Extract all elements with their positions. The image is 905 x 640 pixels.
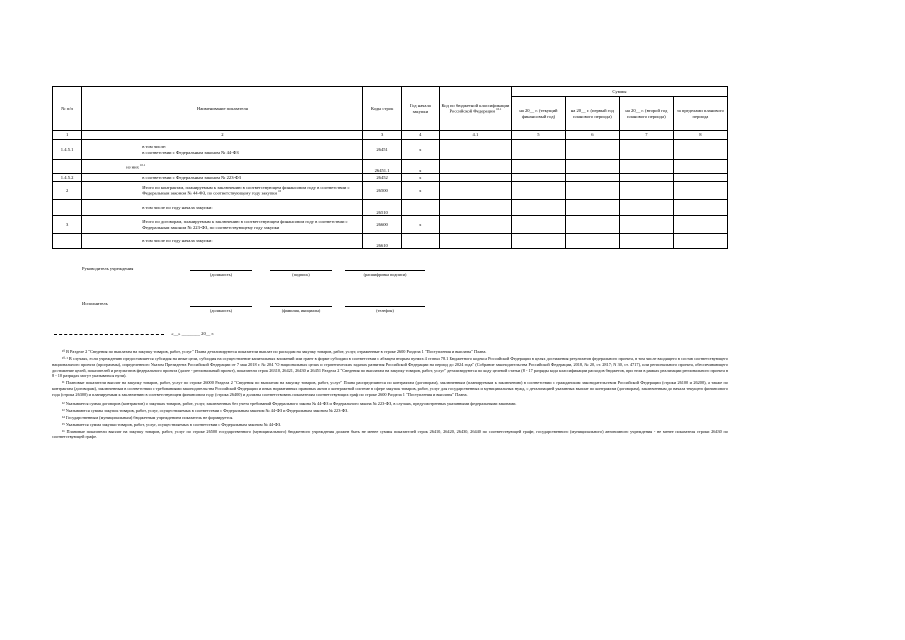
colnum-1: 1 bbox=[53, 131, 82, 140]
executor-name-line bbox=[270, 306, 332, 307]
table-row bbox=[53, 140, 728, 160]
footnote-11: ¹¹ Плановые показатели выплат на закупку товаров, работ, услуг по строке 26000 Раздела 2 "Сведения по выплатам на закупку товаров, работ, услуг" Плана распределяются по контрактам (договорам), заключенным (планируемым к заключению) в соответствии с гражданским законодательством Российской Федерации (строки 26100 и 26200), а также по контрактам (договорам), заключенным в соответствии с требованиями законодательства Российской Федерации и иных нормативных правовых актов о контрактной системе в сфере закупок товаров, работ, услуг для государственных и муниципальных нужд, с детализацией указанных выплат по контрактам (договорам), заключенным до начала текущего финансового года (строка 26300) и планируемым к заключению в соответствующем финансовом году (строка 26400) и должны соответствовать показателям соответствующих граф по строке 2600 Раздела 1 "Поступления и выплаты" Плана. bbox=[52, 380, 728, 397]
footnote-13: ¹³ Указываются суммы закупок товаров, работ, услуг, осуществляемых в соответствии с Федеральным законом № 44-ФЗ и Федеральным законом № 223-ФЗ. bbox=[62, 407, 349, 413]
head-caption-name: (расшифровка подписи) bbox=[363, 272, 407, 277]
table-row bbox=[53, 234, 728, 249]
row-num: 2 bbox=[53, 182, 82, 200]
table-row bbox=[53, 160, 728, 174]
row-name: в соответствии с Федеральным законом № 223-ФЗ bbox=[82, 174, 363, 182]
head-caption-signature: (подпись) bbox=[292, 272, 310, 277]
footnote-16: ¹⁶ Плановые показатели выплат на закупку товаров, работ, услуг по строке 26500 государственного (муниципального) бюджетного учреждения должен быть не менее суммы показателей строк 26410, 26420, 26430, 26440 по соответствующей графе, государственного (муниципального) автономного учреждения - не менее показателя строки 26430 по соответствующей графе. bbox=[52, 428, 728, 440]
executor-label: Исполнитель bbox=[82, 301, 108, 306]
date-line: «__» ________ 20__ г. bbox=[171, 331, 214, 336]
header-col7: на 20__ г. (второй год планового периода) bbox=[619, 97, 673, 131]
row-year: х bbox=[401, 140, 439, 160]
head-position-line bbox=[190, 270, 252, 271]
head-caption-position: (должность) bbox=[210, 272, 232, 277]
row-code: 26451.1 bbox=[363, 160, 401, 174]
row-code: 26510 bbox=[363, 200, 401, 216]
colnum-4-1: 4.1 bbox=[439, 131, 511, 140]
row-code: 26600 bbox=[363, 216, 401, 234]
row-year: х bbox=[401, 216, 439, 234]
row-num: 1.4.5.1 bbox=[53, 140, 82, 160]
colnum-8: 8 bbox=[673, 131, 727, 140]
footnotes bbox=[52, 349, 728, 441]
row-code: 26500 bbox=[363, 182, 401, 200]
colnum-4: 4 bbox=[401, 131, 439, 140]
executor-phone-line bbox=[345, 306, 425, 307]
header-code: Коды строк bbox=[363, 87, 401, 131]
payments-table bbox=[52, 86, 728, 249]
header-kbk-text: Код по бюджетной классификации Российской Федерации bbox=[441, 102, 510, 114]
header-name: Наименование показателя bbox=[82, 87, 363, 131]
colnum-5: 5 bbox=[511, 131, 565, 140]
row-name-main: в соответствии с Федеральным законом № 44-ФЗ bbox=[142, 149, 239, 155]
row-name: в том числе по году начала закупки: bbox=[82, 200, 363, 216]
table-row bbox=[53, 182, 728, 200]
row-name-prefix: в том числе: bbox=[142, 144, 167, 150]
executor-caption-phone: (телефон) bbox=[376, 308, 394, 313]
table-row bbox=[53, 216, 728, 234]
footnote-12: ¹² Указывается сумма договоров (контрактов) о закупках товаров, работ, услуг, заключенных без учета требований Федерального закона № 44-ФЗ и Федерального закона № 223-ФЗ, в случаях, предусмотренных указанными федеральными законами. bbox=[62, 400, 517, 406]
colnum-3: 3 bbox=[363, 131, 401, 140]
row-year: х bbox=[401, 182, 439, 200]
header-col6: на 20__ г. (первый год планового периода) bbox=[565, 97, 619, 131]
row-num: 3 bbox=[53, 216, 82, 234]
footnote-14: ¹⁴ Государственным (муниципальным) бюджетным учреждением показатель не формируется. bbox=[62, 414, 234, 420]
row-code: 26452 bbox=[363, 174, 401, 182]
row-code: 26451 bbox=[363, 140, 401, 160]
head-name-line bbox=[345, 270, 425, 271]
executor-caption-position: (должность) bbox=[210, 308, 232, 313]
row-name-sup: 10.1 bbox=[140, 162, 146, 167]
row-code: 26610 bbox=[363, 234, 401, 249]
colnum-6: 6 bbox=[565, 131, 619, 140]
header-sums: Суммы bbox=[511, 87, 727, 97]
header-col5: на 20__ г. (текущий финансовый год) bbox=[511, 97, 565, 131]
table-row bbox=[53, 174, 728, 182]
header-num: № п/п bbox=[53, 87, 82, 131]
row-name-text: из них bbox=[126, 164, 139, 170]
footnote-10: ¹⁰ В Разделе 2 "Сведения по выплатам на закупку товаров, работ, услуг" Плана детализируются показатели выплат по расходам на закупку товаров, работ, услуг, отраженные в строке 2600 Раздела 1 "Поступления и выплаты" Плана. bbox=[62, 349, 487, 354]
row-name bbox=[82, 182, 363, 200]
header-kbk bbox=[439, 87, 511, 131]
row-name bbox=[82, 140, 363, 160]
row-name-text: Итого по контрактам, планируемым к заключению в соответствующем финансовом году в соответствии с Федеральным законом № 44-ФЗ, по соответствующему году закупки bbox=[142, 184, 350, 196]
head-signature-line bbox=[270, 270, 332, 271]
footnote-10-1: ¹⁰·¹ В случаях, если учреждению предоставляется субсидия на иные цели, субсидия на осуществление капитальных вложений или грант в форме субсидии в соответствии с абзацем вторым пункта 4 статьи 78.1 Бюджетного кодекса Российской Федерации в целях достижения результатов федерального проекта, в том числе входящего в состав соответствующего национального проекта (программы), определенного Указом Президента Российской Федерации от 7 мая 2018 г. № 204 "О национальных целях и стратегических задачах развития Российской Федерации на период до 2024 года" (Собрание законодательства Российской Федерации, 2018, № 20, ст. 2817; N 30, ст. 4717), или регионального проекта, обеспечивающего достижение целей, показателей и результатов федерального проекта (далее - региональный проект), показатели строк 26310, 26421, 26430 и 26451 Раздела 2 "Сведения по выплатам на закупку товаров, работ, услуг" детализируются по коду целевой статьи (8 - 17 разряды кода классификации расходов бюджетов, при этом в рамках реализации регионального проекта в 8 - 10 разрядах могут указываться нули). bbox=[52, 355, 728, 379]
header-col8: за пределами планового периода bbox=[673, 97, 727, 131]
colnum-7: 7 bbox=[619, 131, 673, 140]
header-year: Год начала закупки bbox=[401, 87, 439, 131]
row-num: 1.4.5.2 bbox=[53, 174, 82, 182]
row-name-sup: 10 bbox=[278, 189, 282, 194]
row-name: в том числе по году начала закупки: bbox=[82, 234, 363, 249]
footnote-15: ¹⁵ Указывается сумма закупки товаров, работ, услуг, осуществляемых в соответствии с Федеральным законом № 44-ФЗ. bbox=[62, 421, 282, 427]
table-row bbox=[53, 200, 728, 216]
executor-caption-name: (фамилия, инициалы) bbox=[281, 308, 321, 313]
colnum-2: 2 bbox=[82, 131, 363, 140]
header-kbk-sup: 10.1 bbox=[496, 107, 502, 112]
row-name bbox=[82, 160, 363, 174]
row-year: х bbox=[401, 160, 439, 174]
executor-position-line bbox=[190, 306, 252, 307]
row-year: х bbox=[401, 174, 439, 182]
row-name: Итого по договорам, планируемым к заключению в соответствующем финансовом году в соответствии с Федеральным законом № 223-ФЗ, по соответствующему году закупки bbox=[82, 216, 363, 234]
head-label: Руководитель учреждения bbox=[82, 266, 134, 271]
